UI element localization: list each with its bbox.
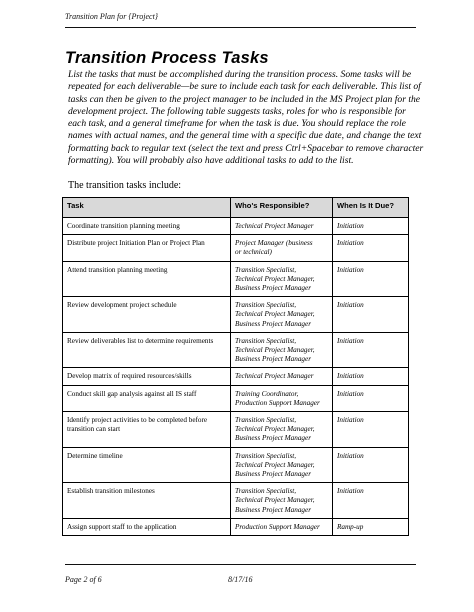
responsible-line: Technical Project Manager,: [235, 274, 315, 283]
responsible-line: or technical): [235, 248, 272, 257]
footer-divider: [65, 564, 416, 565]
task-cell: Coordinate transition planning meeting: [63, 218, 231, 235]
responsible-cell: [231, 385, 333, 411]
header-divider: [65, 27, 416, 28]
responsible-line: Business Project Manager: [235, 319, 311, 328]
due-cell: Initiation: [333, 261, 409, 297]
table-row: [63, 412, 409, 448]
due-cell: Initiation: [333, 218, 409, 235]
responsible-line: Business Project Manager: [235, 505, 311, 514]
responsible-line: Production Support Manager: [235, 522, 320, 531]
table-header-row: [63, 198, 409, 218]
table-row: [63, 518, 409, 535]
due-cell: Initiation: [333, 332, 409, 368]
due-cell: Initiation: [333, 235, 409, 261]
responsible-line: Transition Specialist,: [235, 265, 297, 274]
task-cell: Identify project activities to be completed before transition can start: [63, 412, 231, 448]
responsible-cell: [231, 218, 333, 235]
responsible-line: Business Project Manager: [235, 470, 311, 479]
responsible-line: Business Project Manager: [235, 284, 311, 293]
table-row: [63, 218, 409, 235]
transition-tasks-table: [62, 197, 409, 536]
table-row: [63, 385, 409, 411]
task-cell: Review development project schedule: [63, 297, 231, 333]
responsible-cell: [231, 368, 333, 385]
responsible-cell: [231, 261, 333, 297]
responsible-line: Transition Specialist,: [235, 416, 297, 425]
table-row: [63, 368, 409, 385]
due-cell: Initiation: [333, 368, 409, 385]
task-cell: Distribute project Initiation Plan or Project Plan: [63, 235, 231, 261]
responsible-line: Training Coordinator,: [235, 389, 299, 398]
responsible-line: Transition Specialist,: [235, 451, 297, 460]
task-cell: Review deliverables list to determine requirements: [63, 332, 231, 368]
footer-date: 8/17/16: [228, 575, 253, 584]
lead-in-text: The transition tasks include:: [68, 180, 182, 191]
task-cell: Assign support staff to the application: [63, 518, 231, 535]
table-row: [63, 483, 409, 519]
table-row: [63, 261, 409, 297]
table-row: [63, 447, 409, 483]
responsible-line: Technical Project Manager,: [235, 310, 315, 319]
task-cell: Conduct skill gap analysis against all IS staff: [63, 385, 231, 411]
due-cell: Ramp-up: [333, 518, 409, 535]
task-cell: Develop matrix of required resources/skills: [63, 368, 231, 385]
column-header-task: Task: [63, 198, 231, 218]
page-header: Transition Plan for {Project}: [65, 12, 158, 21]
table-row: [63, 297, 409, 333]
table-row: [63, 332, 409, 368]
due-cell: Initiation: [333, 297, 409, 333]
due-cell: Initiation: [333, 483, 409, 519]
task-cell: Attend transition planning meeting: [63, 261, 231, 297]
table-row: [63, 235, 409, 261]
responsible-line: Technical Project Manager: [235, 222, 314, 230]
page-number: Page 2 of 6: [65, 575, 102, 584]
responsible-line: Technical Project Manager,: [235, 425, 315, 434]
responsible-cell: [231, 332, 333, 368]
due-cell: Initiation: [333, 412, 409, 448]
responsible-line: Technical Project Manager: [235, 372, 314, 381]
responsible-line: Transition Specialist,: [235, 301, 297, 310]
responsible-line: Technical Project Manager,: [235, 460, 315, 469]
instructions-paragraph: List the tasks that must be accomplished during the transition process. Some tasks will be repeated for each deliverable—be sure to include each task for each deliverable. This list of tasks can then be given to the project manager to be included in the MS Project plan for the development project. The following table suggests tasks, roles for who is responsible for each task, and a general timeframe for when the task is due. You should replace the role names with actual names, and the general time with a specific due date, and change the text formatting back to regular text (select the text and press Ctrl+Spacebar to remove character formatting). You will probably also have additional tasks to add to the list.: [68, 69, 424, 167]
responsible-line: Production Support Manager: [235, 398, 320, 407]
section-title: Transition Process Tasks: [65, 49, 269, 67]
column-header-who: Who's Responsible?: [231, 198, 333, 218]
responsible-line: Technical Project Manager,: [235, 346, 315, 355]
task-cell: Establish transition milestones: [63, 483, 231, 519]
due-cell: Initiation: [333, 385, 409, 411]
responsible-line: Transition Specialist,: [235, 487, 297, 496]
responsible-cell: [231, 483, 333, 519]
responsible-cell: [231, 447, 333, 483]
responsible-cell: [231, 518, 333, 535]
responsible-cell: [231, 235, 333, 261]
table-body: [63, 218, 409, 536]
due-cell: Initiation: [333, 447, 409, 483]
task-cell: Determine timeline: [63, 447, 231, 483]
responsible-cell: [231, 297, 333, 333]
responsible-line: Business Project Manager: [235, 355, 311, 364]
responsible-line: Transition Specialist,: [235, 336, 297, 345]
column-header-due: When Is It Due?: [333, 198, 409, 218]
responsible-line: Business Project Manager: [235, 434, 311, 443]
responsible-cell: [231, 412, 333, 448]
responsible-line: Project Manager (business: [235, 239, 313, 248]
responsible-line: Technical Project Manager,: [235, 496, 315, 505]
